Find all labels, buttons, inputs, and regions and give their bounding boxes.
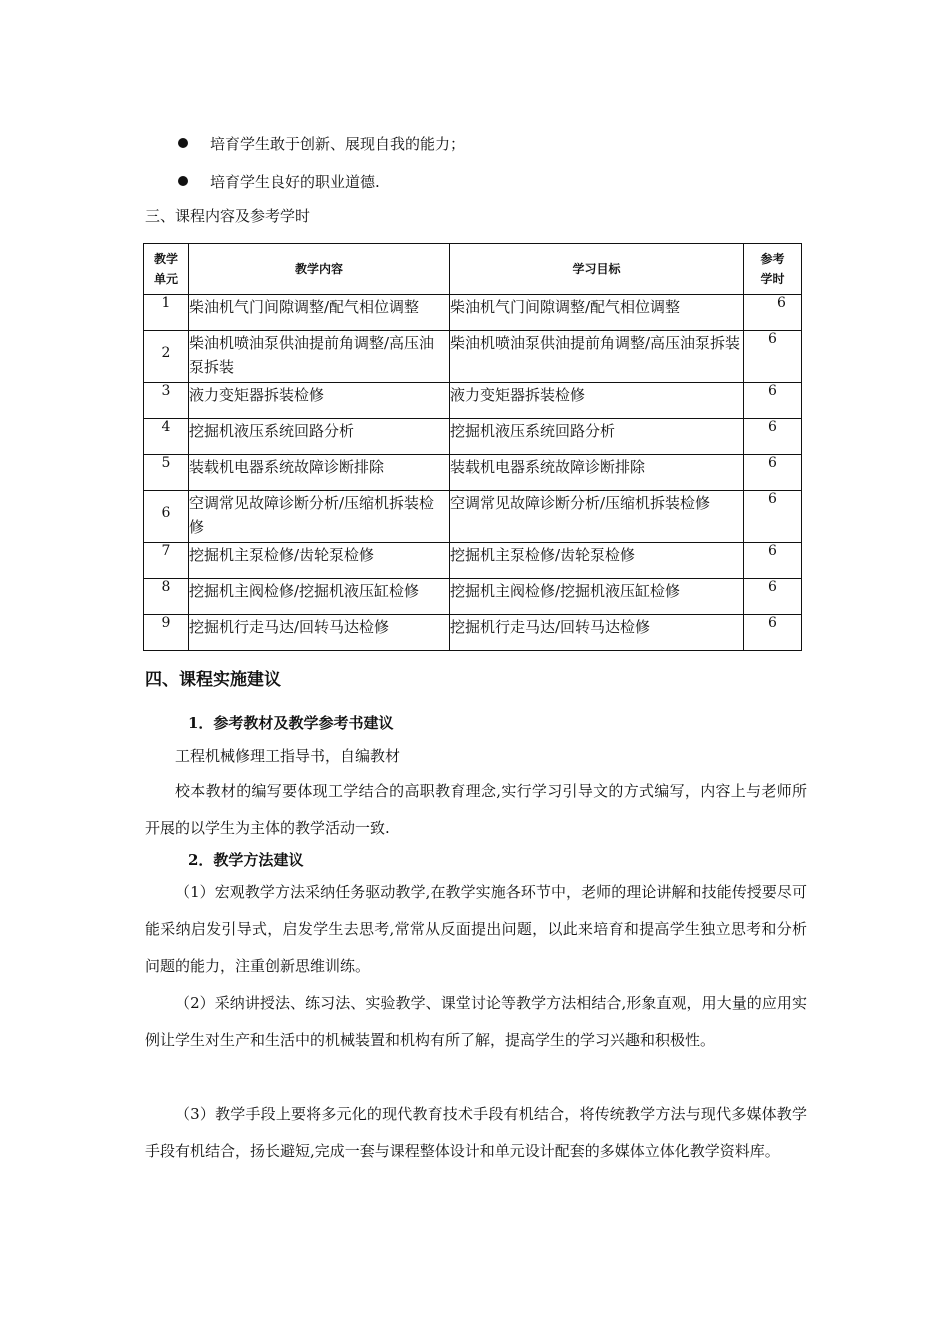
row-goal: 挖掘机行走马达/回转马达检修 [450,615,744,651]
method-paragraph-3: （3）教学手段上要将多元化的现代教育技术手段有机结合，将传统教学方法与现代多媒体教学手段有机结合，扬长避短,完成一套与课程整体设计和单元设计配套的多媒体立体化教学资料库。 [145,1105,807,1160]
table-row [144,491,802,543]
row-goal: 柴油机喷油泵供油提前角调整/高压油泵拆装 [450,331,744,383]
row-goal: 挖掘机主泵检修/齿轮泵检修 [450,543,744,579]
row-number: 6 [144,491,189,543]
table-row [144,579,802,615]
table-row [144,543,802,579]
bullet-dot-icon [178,176,188,186]
table-row [144,383,802,419]
header-goal: 学习目标 [450,244,744,295]
row-number: 5 [144,455,189,491]
row-hours: 6 [744,579,802,615]
bullet-dot-icon [178,138,188,148]
row-number: 3 [144,383,189,419]
row-content: 挖掘机行走马达/回转马达检修 [189,615,450,651]
row-content: 液力变矩器拆装检修 [189,383,450,419]
section-4-title: 四、课程实施建议 [145,670,281,690]
method-paragraph-2: （2）采纳讲授法、练习法、实验教学、课堂讨论等教学方法相结合,形象直观，用大量的应用实例让学生对生产和生活中的机械装置和机构有所了解，提高学生的学习兴趣和积极性。 [145,994,807,1049]
row-hours: 6 [744,419,802,455]
row-content: 挖掘机液压系统回路分析 [189,419,450,455]
row-number: 4 [144,419,189,455]
bullet-text: 培育学生良好的职业道德. [210,172,380,191]
bullet-item [178,124,465,162]
header-hours-text: 参考学时 [760,252,785,286]
table-row [144,331,802,383]
row-number: 8 [144,579,189,615]
textbook-paragraph: 校本教材的编写要体现工学结合的高职教育理念,实行学习引导文的方式编写，内容上与老师所开展的以学生为主体的教学活动一致. [145,782,807,837]
bullet-item [178,162,465,200]
table-row [144,295,802,331]
row-hours: 6 [744,295,802,331]
row-hours: 6 [744,615,802,651]
row-content: 挖掘机主泵检修/齿轮泵检修 [189,543,450,579]
row-hours: 6 [744,331,802,383]
section-3-title: 三、课程内容及参考学时 [145,207,311,225]
row-number: 1 [144,295,189,331]
header-unit-text: 教学单元 [153,252,178,286]
row-goal: 柴油机气门间隙调整/配气相位调整 [450,295,744,331]
row-content: 挖掘机主阀检修/挖掘机液压缸检修 [189,579,450,615]
row-hours: 6 [744,455,802,491]
row-goal: 空调常见故障诊断分析/压缩机拆装检修 [450,491,744,543]
subsection-1-title: 1．参考教材及教学参考书建议 [188,714,394,732]
header-hours [744,244,802,295]
row-number: 7 [144,543,189,579]
row-content: 柴油机喷油泵供油提前角调整/高压油泵拆装 [189,331,450,383]
textbook-line: 工程机械修理工指导书，自编教材 [175,747,401,765]
bullet-text: 培育学生敢于创新、展现自我的能力； [210,134,466,153]
row-number: 2 [144,331,189,383]
course-content-table [143,243,802,651]
row-content: 装载机电器系统故障诊断排除 [189,455,450,491]
row-hours: 6 [744,383,802,419]
row-goal: 挖掘机主阀检修/挖掘机液压缸检修 [450,579,744,615]
table-row [144,419,802,455]
header-content: 教学内容 [189,244,450,295]
row-goal: 液力变矩器拆装检修 [450,383,744,419]
bullet-list [178,124,465,200]
method-paragraph-1: （1）宏观教学方法采纳任务驱动教学,在教学实施各环节中，老师的理论讲解和技能传授要尽可能采纳启发引导式，启发学生去思考,常常从反面提出问题，以此来培育和提高学生独立思考和分析问题的能力，注重创新思维训练。 [145,883,807,975]
row-content: 柴油机气门间隙调整/配气相位调整 [189,295,450,331]
table-row [144,455,802,491]
row-number: 9 [144,615,189,651]
header-unit [144,244,189,295]
row-goal: 装载机电器系统故障诊断排除 [450,455,744,491]
row-content: 空调常见故障诊断分析/压缩机拆装检修 [189,491,450,543]
row-goal: 挖掘机液压系统回路分析 [450,419,744,455]
table-header-row [144,244,802,295]
row-hours: 6 [744,543,802,579]
table-row [144,615,802,651]
subsection-2-title: 2．教学方法建议 [188,851,304,869]
row-hours: 6 [744,491,802,543]
